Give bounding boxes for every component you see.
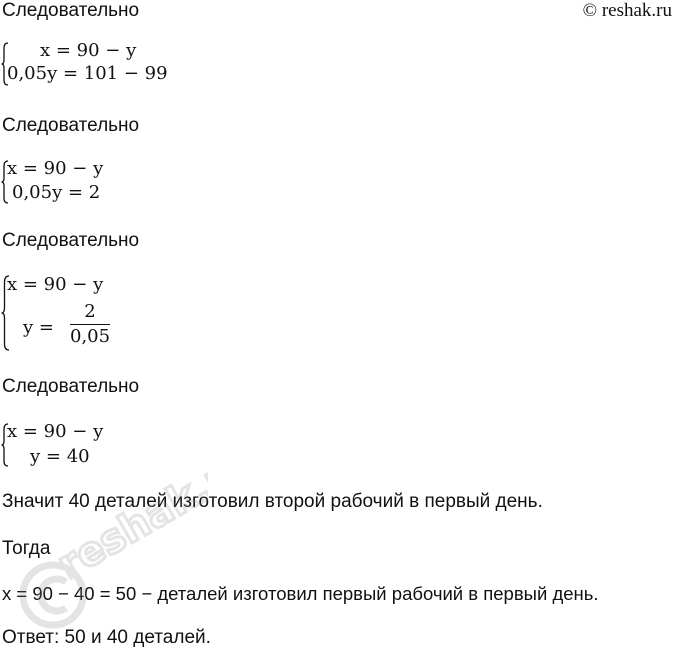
copyright-text: © reshak.ru — [582, 0, 672, 21]
conclusion-line-2: Тогда — [2, 538, 51, 559]
label-therefore-2: Следовательно — [2, 115, 140, 136]
step3-fraction — [70, 302, 110, 347]
step1-equation-2: 0,05y = 101 − 99 — [7, 63, 168, 84]
watermark-text: reshak.ru — [50, 470, 208, 589]
step2-equation-1: x = 90 − y — [7, 158, 104, 179]
step3-equation-2-lhs: y = — [23, 317, 54, 338]
label-therefore-4: Следовательно — [2, 376, 140, 397]
step1-equation-1: x = 90 − y — [40, 40, 137, 61]
step4-equation-2: y = 40 — [30, 446, 90, 467]
label-therefore-1: Следовательно — [2, 0, 140, 21]
step3-equation-1: x = 90 − y — [7, 274, 104, 295]
step4-equation-1: x = 90 − y — [7, 421, 104, 442]
conclusion-line-1: Значит 40 деталей изготовил второй рабочий в первый день. — [2, 491, 543, 512]
conclusion-line-3: x = 90 − 40 = 50 − деталей изготовил первый рабочий в первый день. — [2, 583, 599, 604]
label-therefore-3: Следовательно — [2, 230, 140, 251]
fraction-numerator: 2 — [84, 301, 96, 322]
fraction-bar — [70, 324, 110, 325]
step2-equation-2: 0,05y = 2 — [12, 182, 101, 203]
fraction-denominator: 0,05 — [70, 326, 111, 347]
answer-line: Ответ: 50 и 40 деталей. — [2, 627, 211, 648]
